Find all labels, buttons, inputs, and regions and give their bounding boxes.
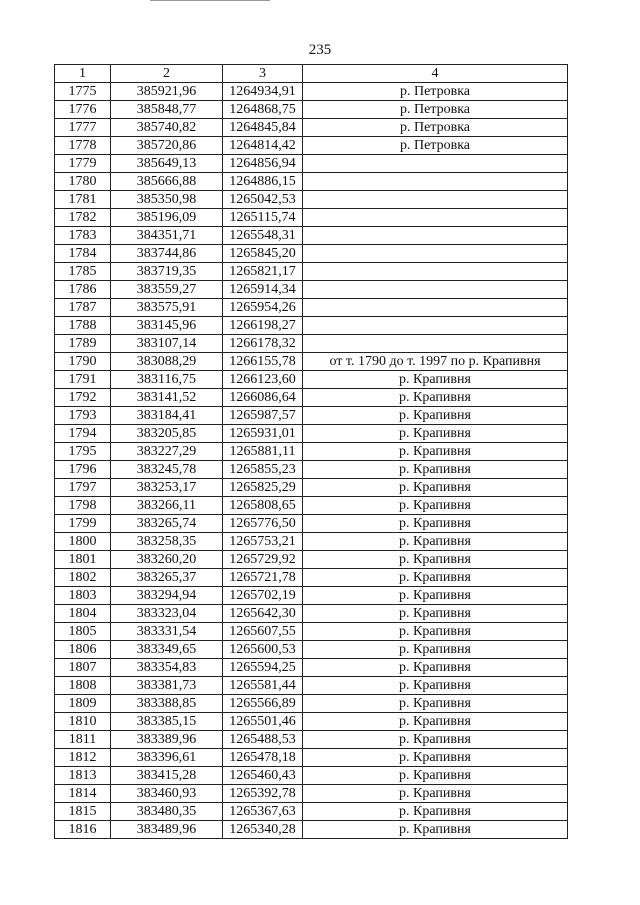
y-coordinate-cell: 1265340,28 xyxy=(223,821,303,839)
y-coordinate-cell: 1265825,29 xyxy=(223,479,303,497)
table-row xyxy=(55,443,568,461)
point-number-cell: 1795 xyxy=(55,443,111,461)
x-coordinate-cell: 383227,29 xyxy=(111,443,223,461)
table-row xyxy=(55,731,568,749)
point-number-cell: 1808 xyxy=(55,677,111,695)
y-coordinate-cell: 1265501,46 xyxy=(223,713,303,731)
y-coordinate-cell: 1264845,84 xyxy=(223,119,303,137)
description-cell xyxy=(303,299,568,317)
description-cell: р. Крапивня xyxy=(303,551,568,569)
x-coordinate-cell: 383245,78 xyxy=(111,461,223,479)
y-coordinate-cell: 1265931,01 xyxy=(223,425,303,443)
table-row xyxy=(55,299,568,317)
point-number-cell: 1782 xyxy=(55,209,111,227)
table-row xyxy=(55,551,568,569)
point-number-cell: 1804 xyxy=(55,605,111,623)
x-coordinate-cell: 385350,98 xyxy=(111,191,223,209)
y-coordinate-cell: 1265367,63 xyxy=(223,803,303,821)
y-coordinate-cell: 1265548,31 xyxy=(223,227,303,245)
y-coordinate-cell: 1264868,75 xyxy=(223,101,303,119)
y-coordinate-cell: 1265642,30 xyxy=(223,605,303,623)
description-cell xyxy=(303,155,568,173)
point-number-cell: 1815 xyxy=(55,803,111,821)
x-coordinate-cell: 383265,37 xyxy=(111,569,223,587)
description-cell xyxy=(303,317,568,335)
description-cell: р. Крапивня xyxy=(303,425,568,443)
y-coordinate-cell: 1265855,23 xyxy=(223,461,303,479)
description-cell xyxy=(303,173,568,191)
table-row xyxy=(55,515,568,533)
x-coordinate-cell: 383331,54 xyxy=(111,623,223,641)
description-cell xyxy=(303,245,568,263)
point-number-cell: 1779 xyxy=(55,155,111,173)
table-row xyxy=(55,695,568,713)
y-coordinate-cell: 1266198,27 xyxy=(223,317,303,335)
description-cell: р. Крапивня xyxy=(303,461,568,479)
table-row xyxy=(55,371,568,389)
y-coordinate-cell: 1265115,74 xyxy=(223,209,303,227)
x-coordinate-cell: 383389,96 xyxy=(111,731,223,749)
x-coordinate-cell: 383294,94 xyxy=(111,587,223,605)
point-number-cell: 1809 xyxy=(55,695,111,713)
point-number-cell: 1797 xyxy=(55,479,111,497)
table-row xyxy=(55,821,568,839)
table-row xyxy=(55,641,568,659)
description-cell: р. Крапивня xyxy=(303,731,568,749)
description-cell: р. Крапивня xyxy=(303,533,568,551)
y-coordinate-cell: 1265721,78 xyxy=(223,569,303,587)
y-coordinate-cell: 1265392,78 xyxy=(223,785,303,803)
y-coordinate-cell: 1266123,60 xyxy=(223,371,303,389)
x-coordinate-cell: 383575,91 xyxy=(111,299,223,317)
point-number-cell: 1810 xyxy=(55,713,111,731)
y-coordinate-cell: 1266086,64 xyxy=(223,389,303,407)
header-cell-point: 1 xyxy=(55,65,111,83)
y-coordinate-cell: 1266155,78 xyxy=(223,353,303,371)
point-number-cell: 1778 xyxy=(55,137,111,155)
x-coordinate-cell: 385720,86 xyxy=(111,137,223,155)
point-number-cell: 1799 xyxy=(55,515,111,533)
y-coordinate-cell: 1265845,20 xyxy=(223,245,303,263)
point-number-cell: 1793 xyxy=(55,407,111,425)
point-number-cell: 1798 xyxy=(55,497,111,515)
x-coordinate-cell: 383415,28 xyxy=(111,767,223,785)
description-cell: р. Крапивня xyxy=(303,713,568,731)
table-row xyxy=(55,785,568,803)
description-cell: р. Крапивня xyxy=(303,659,568,677)
table-row xyxy=(55,227,568,245)
point-number-cell: 1777 xyxy=(55,119,111,137)
description-cell: р. Крапивня xyxy=(303,749,568,767)
point-number-cell: 1816 xyxy=(55,821,111,839)
description-cell xyxy=(303,263,568,281)
table-row xyxy=(55,461,568,479)
x-coordinate-cell: 383460,93 xyxy=(111,785,223,803)
description-cell: р. Крапивня xyxy=(303,587,568,605)
table-header-row xyxy=(55,65,568,83)
x-coordinate-cell: 383354,83 xyxy=(111,659,223,677)
y-coordinate-cell: 1265460,43 xyxy=(223,767,303,785)
description-cell: р. Крапивня xyxy=(303,515,568,533)
y-coordinate-cell: 1265702,19 xyxy=(223,587,303,605)
description-cell: р. Крапивня xyxy=(303,443,568,461)
table-row xyxy=(55,425,568,443)
point-number-cell: 1781 xyxy=(55,191,111,209)
table-row xyxy=(55,137,568,155)
description-cell: р. Крапивня xyxy=(303,641,568,659)
point-number-cell: 1796 xyxy=(55,461,111,479)
point-number-cell: 1789 xyxy=(55,335,111,353)
description-cell: от т. 1790 до т. 1997 по р. Крапивня xyxy=(303,353,568,371)
x-coordinate-cell: 385740,82 xyxy=(111,119,223,137)
table-body xyxy=(55,83,568,839)
table-row xyxy=(55,623,568,641)
description-cell xyxy=(303,227,568,245)
x-coordinate-cell: 383266,11 xyxy=(111,497,223,515)
description-cell: р. Крапивня xyxy=(303,497,568,515)
table-row xyxy=(55,191,568,209)
x-coordinate-cell: 383107,14 xyxy=(111,335,223,353)
y-coordinate-cell: 1265808,65 xyxy=(223,497,303,515)
description-cell xyxy=(303,335,568,353)
x-coordinate-cell: 383385,15 xyxy=(111,713,223,731)
point-number-cell: 1807 xyxy=(55,659,111,677)
x-coordinate-cell: 383381,73 xyxy=(111,677,223,695)
x-coordinate-cell: 383184,41 xyxy=(111,407,223,425)
x-coordinate-cell: 383265,74 xyxy=(111,515,223,533)
x-coordinate-cell: 383088,29 xyxy=(111,353,223,371)
table-row xyxy=(55,209,568,227)
y-coordinate-cell: 1265729,92 xyxy=(223,551,303,569)
point-number-cell: 1784 xyxy=(55,245,111,263)
point-number-cell: 1787 xyxy=(55,299,111,317)
table-row xyxy=(55,353,568,371)
x-coordinate-cell: 383480,35 xyxy=(111,803,223,821)
description-cell: р. Петровка xyxy=(303,83,568,101)
y-coordinate-cell: 1266178,32 xyxy=(223,335,303,353)
x-coordinate-cell: 385649,13 xyxy=(111,155,223,173)
x-coordinate-cell: 383145,96 xyxy=(111,317,223,335)
description-cell: р. Крапивня xyxy=(303,479,568,497)
x-coordinate-cell: 383205,85 xyxy=(111,425,223,443)
table-row xyxy=(55,803,568,821)
table-row xyxy=(55,659,568,677)
table-row xyxy=(55,119,568,137)
point-number-cell: 1783 xyxy=(55,227,111,245)
description-cell xyxy=(303,191,568,209)
table-row xyxy=(55,83,568,101)
x-coordinate-cell: 383258,35 xyxy=(111,533,223,551)
y-coordinate-cell: 1265954,26 xyxy=(223,299,303,317)
description-cell xyxy=(303,209,568,227)
description-cell: р. Крапивня xyxy=(303,821,568,839)
point-number-cell: 1791 xyxy=(55,371,111,389)
x-coordinate-cell: 385196,09 xyxy=(111,209,223,227)
y-coordinate-cell: 1264856,94 xyxy=(223,155,303,173)
table-row xyxy=(55,389,568,407)
description-cell: р. Крапивня xyxy=(303,407,568,425)
y-coordinate-cell: 1265987,57 xyxy=(223,407,303,425)
description-cell: р. Крапивня xyxy=(303,803,568,821)
y-coordinate-cell: 1265594,25 xyxy=(223,659,303,677)
x-coordinate-cell: 383489,96 xyxy=(111,821,223,839)
description-cell: р. Петровка xyxy=(303,101,568,119)
y-coordinate-cell: 1264886,15 xyxy=(223,173,303,191)
y-coordinate-cell: 1264934,91 xyxy=(223,83,303,101)
table-row xyxy=(55,767,568,785)
y-coordinate-cell: 1265488,53 xyxy=(223,731,303,749)
y-coordinate-cell: 1265821,17 xyxy=(223,263,303,281)
table-row xyxy=(55,677,568,695)
x-coordinate-cell: 383744,86 xyxy=(111,245,223,263)
table-row xyxy=(55,533,568,551)
x-coordinate-cell: 383116,75 xyxy=(111,371,223,389)
page-number: 235 xyxy=(308,42,332,58)
x-coordinate-cell: 383396,61 xyxy=(111,749,223,767)
description-cell: р. Крапивня xyxy=(303,677,568,695)
y-coordinate-cell: 1265776,50 xyxy=(223,515,303,533)
description-cell: р. Крапивня xyxy=(303,623,568,641)
x-coordinate-cell: 383349,65 xyxy=(111,641,223,659)
point-number-cell: 1813 xyxy=(55,767,111,785)
table-row xyxy=(55,407,568,425)
y-coordinate-cell: 1264814,42 xyxy=(223,137,303,155)
y-coordinate-cell: 1265581,44 xyxy=(223,677,303,695)
x-coordinate-cell: 385921,96 xyxy=(111,83,223,101)
x-coordinate-cell: 383719,35 xyxy=(111,263,223,281)
table-row xyxy=(55,569,568,587)
point-number-cell: 1775 xyxy=(55,83,111,101)
point-number-cell: 1776 xyxy=(55,101,111,119)
table-row xyxy=(55,713,568,731)
description-cell: р. Крапивня xyxy=(303,371,568,389)
y-coordinate-cell: 1265914,34 xyxy=(223,281,303,299)
point-number-cell: 1803 xyxy=(55,587,111,605)
point-number-cell: 1792 xyxy=(55,389,111,407)
description-cell: р. Крапивня xyxy=(303,389,568,407)
point-number-cell: 1812 xyxy=(55,749,111,767)
description-cell: р. Крапивня xyxy=(303,695,568,713)
x-coordinate-cell: 385666,88 xyxy=(111,173,223,191)
y-coordinate-cell: 1265881,11 xyxy=(223,443,303,461)
table-row xyxy=(55,749,568,767)
point-number-cell: 1785 xyxy=(55,263,111,281)
y-coordinate-cell: 1265753,21 xyxy=(223,533,303,551)
point-number-cell: 1805 xyxy=(55,623,111,641)
description-cell xyxy=(303,281,568,299)
point-number-cell: 1780 xyxy=(55,173,111,191)
table-row xyxy=(55,587,568,605)
table-row xyxy=(55,155,568,173)
table-row xyxy=(55,173,568,191)
point-number-cell: 1801 xyxy=(55,551,111,569)
table-row xyxy=(55,479,568,497)
description-cell: р. Петровка xyxy=(303,137,568,155)
y-coordinate-cell: 1265607,55 xyxy=(223,623,303,641)
x-coordinate-cell: 383388,85 xyxy=(111,695,223,713)
point-number-cell: 1788 xyxy=(55,317,111,335)
table-row xyxy=(55,317,568,335)
scan-edge-line xyxy=(150,0,270,1)
x-coordinate-cell: 383260,20 xyxy=(111,551,223,569)
table-row xyxy=(55,101,568,119)
y-coordinate-cell: 1265042,53 xyxy=(223,191,303,209)
x-coordinate-cell: 383141,52 xyxy=(111,389,223,407)
description-cell: р. Крапивня xyxy=(303,785,568,803)
point-number-cell: 1802 xyxy=(55,569,111,587)
description-cell: р. Крапивня xyxy=(303,605,568,623)
point-number-cell: 1800 xyxy=(55,533,111,551)
point-number-cell: 1814 xyxy=(55,785,111,803)
x-coordinate-cell: 383323,04 xyxy=(111,605,223,623)
table-row xyxy=(55,605,568,623)
header-cell-y: 3 xyxy=(223,65,303,83)
x-coordinate-cell: 383559,27 xyxy=(111,281,223,299)
x-coordinate-cell: 383253,17 xyxy=(111,479,223,497)
y-coordinate-cell: 1265478,18 xyxy=(223,749,303,767)
coordinates-table xyxy=(54,64,568,839)
header-cell-description: 4 xyxy=(303,65,568,83)
point-number-cell: 1794 xyxy=(55,425,111,443)
description-cell: р. Петровка xyxy=(303,119,568,137)
table-row xyxy=(55,245,568,263)
header-cell-x: 2 xyxy=(111,65,223,83)
point-number-cell: 1786 xyxy=(55,281,111,299)
y-coordinate-cell: 1265566,89 xyxy=(223,695,303,713)
table-row xyxy=(55,263,568,281)
table-row xyxy=(55,497,568,515)
x-coordinate-cell: 384351,71 xyxy=(111,227,223,245)
table-row xyxy=(55,335,568,353)
y-coordinate-cell: 1265600,53 xyxy=(223,641,303,659)
point-number-cell: 1790 xyxy=(55,353,111,371)
x-coordinate-cell: 385848,77 xyxy=(111,101,223,119)
point-number-cell: 1811 xyxy=(55,731,111,749)
description-cell: р. Крапивня xyxy=(303,767,568,785)
table-row xyxy=(55,281,568,299)
description-cell: р. Крапивня xyxy=(303,569,568,587)
point-number-cell: 1806 xyxy=(55,641,111,659)
